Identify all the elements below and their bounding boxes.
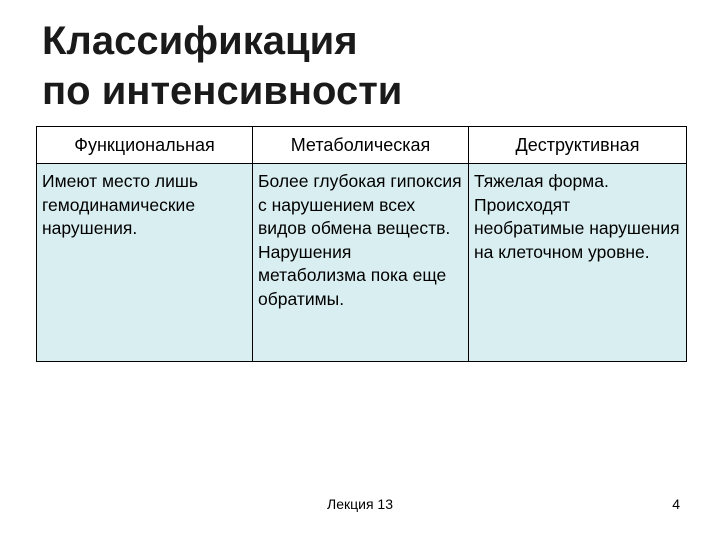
cell-functional: Имеют место лишь гемодинамические нарушения. — [37, 164, 253, 362]
slide-title — [42, 16, 682, 116]
table-header-row — [37, 127, 687, 164]
footer-lecture-label: Лекция 13 — [327, 496, 393, 512]
header-functional: Функциональная — [37, 127, 253, 164]
table-row — [37, 164, 687, 362]
page-number: 4 — [672, 496, 680, 512]
slide-title-line-2: по интенсивности — [42, 69, 403, 113]
cell-metabolic: Более глубокая гипоксия с нарушением всех видов обмена веществ. Нарушения метаболизма пока еще обратимы. — [253, 164, 469, 362]
header-destructive: Деструктивная — [469, 127, 687, 164]
slide-title-line-1: Классификация — [42, 19, 358, 63]
header-metabolic: Метаболическая — [253, 127, 469, 164]
classification-table — [36, 126, 687, 362]
cell-destructive: Тяжелая форма. Происходят необратимые нарушения на клеточном уровне. — [469, 164, 687, 362]
